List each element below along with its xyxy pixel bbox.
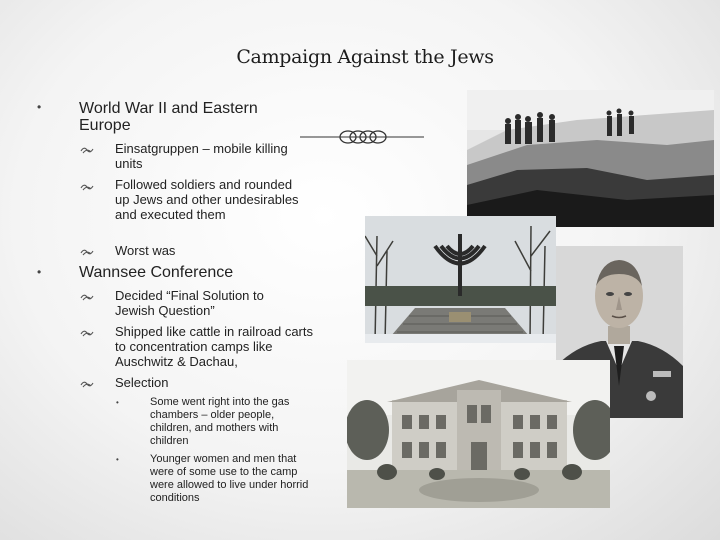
swirl-bullet-icon <box>80 328 96 338</box>
menorah-memorial-photo <box>365 216 556 343</box>
bullet-worst-was: Worst was <box>115 243 176 258</box>
wannsee-villa-photo <box>347 360 610 508</box>
execution-photo <box>467 90 714 227</box>
bullet-dot-icon: • <box>37 100 42 114</box>
bullet-dot-icon: • <box>37 265 42 279</box>
swirl-bullet-icon <box>80 182 96 192</box>
swirl-bullet-icon <box>80 292 96 302</box>
bullet-selection: Selection <box>115 375 169 390</box>
bullet-final-solution: Decided “Final Solution to Jewish Question” <box>115 288 264 318</box>
bullet-followed-soldiers: Followed soldiers and rounded up Jews and other undesirables and executed them <box>115 177 299 222</box>
decorative-loop-ornament-icon <box>300 126 424 148</box>
swirl-bullet-icon <box>80 247 96 257</box>
bullet-gas-chambers: Some went right into the gas chambers – older people, children, and mothers with children <box>150 396 290 447</box>
bullet-wannsee-conference: Wannsee Conference <box>79 264 234 281</box>
bullet-younger-women-men: Younger women and men that were of some use to the camp were allowed to live under horrid conditions <box>150 453 309 504</box>
slide-title: Campaign Against the Jews <box>236 46 494 68</box>
bullet-shipped-like-cattle: Shipped like cattle in railroad carts to concentration camps like Auschwitz & Dachau, <box>115 324 313 369</box>
swirl-bullet-icon <box>80 379 96 389</box>
bullet-dot-icon: • <box>116 398 119 407</box>
bullet-world-war-ii: World War II and Eastern Europe <box>79 100 258 134</box>
bullet-einsatgruppen: Einsatgruppen – mobile killing units <box>115 141 288 171</box>
bullet-dot-icon: • <box>116 455 119 464</box>
swirl-bullet-icon <box>80 145 96 155</box>
